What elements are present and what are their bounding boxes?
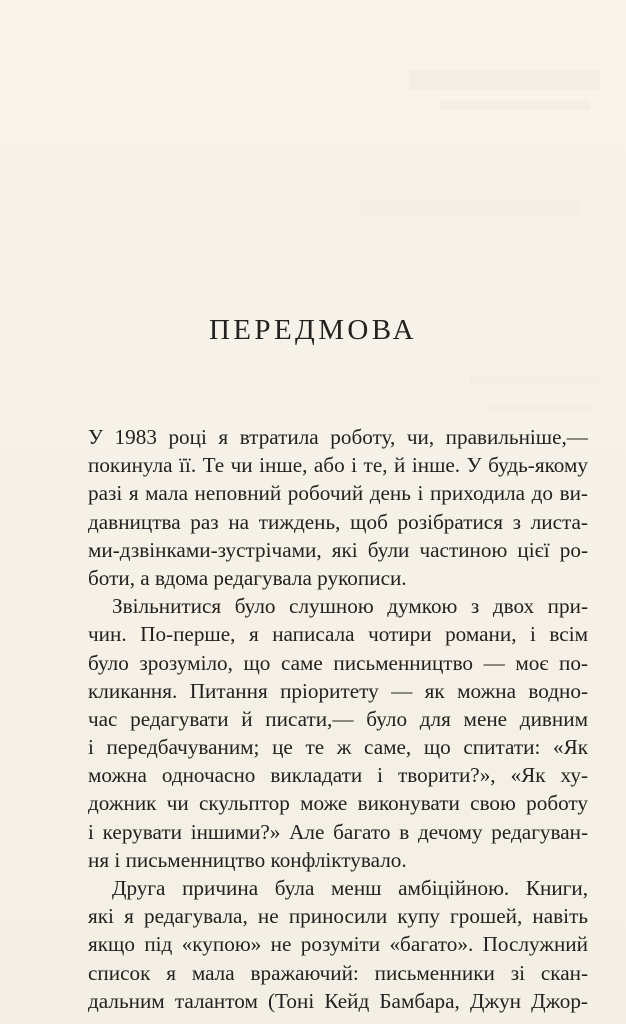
text-line: Звільнитися було слушною думкою з двох при- (112, 594, 588, 619)
text-line: якщо під «купою» не розуміти «багато». Послужний (88, 932, 588, 957)
text-line: можна одночасно викладати і творити?», «Як ху- (88, 763, 588, 788)
text-line: і передбачуваним; це те ж саме, що спитати: «Як (88, 735, 588, 760)
text-line: разі я мала неповний робочий день і приходила до ви- (88, 481, 588, 506)
body-text (88, 423, 588, 1015)
text-line: було зрозуміло, що саме письменництво — моє по- (88, 650, 588, 675)
text-line: Друга причина була менш амбіційною. Книги, (112, 876, 588, 900)
text-line: і керувати іншими?» Але багато в дечому редагуван- (88, 819, 588, 844)
page-title: ПЕРЕДМОВА (208, 314, 418, 346)
text-line: кликання. Питання пріоритету — як можна водно- (88, 678, 588, 703)
text-line: які я редагувала, не приносили купу грошей, навіть (88, 904, 588, 929)
text-line: ня і письменництво конфліктувало. (88, 847, 407, 872)
text-line: час редагувати й писати,— було для мене дивним (88, 706, 588, 731)
text-line: чин. По-перше, я написала чотири романи, і всім (88, 622, 588, 647)
text-line: боти, а вдома редагувала рукописи. (88, 565, 407, 590)
text-line: дожник чи скульптор може виконувати свою роботу (88, 791, 588, 816)
text-line: ми-дзвінками-зустрічами, які були частиною цієї ро- (88, 537, 588, 562)
text-line: давництва раз на тиждень, щоб розібратися з листа- (88, 509, 588, 534)
text-line: покинула її. Те чи інше, або і те, й інше. У будь-якому (88, 453, 588, 478)
text-line: дальним талантом (Тоні Кейд Бамбара, Джун Джор- (88, 988, 588, 1013)
text-line: У 1983 році я втратила роботу, чи, правильніше,— (88, 425, 588, 449)
text-line: список я мала вражаючий: письменники зі скан- (88, 960, 588, 985)
